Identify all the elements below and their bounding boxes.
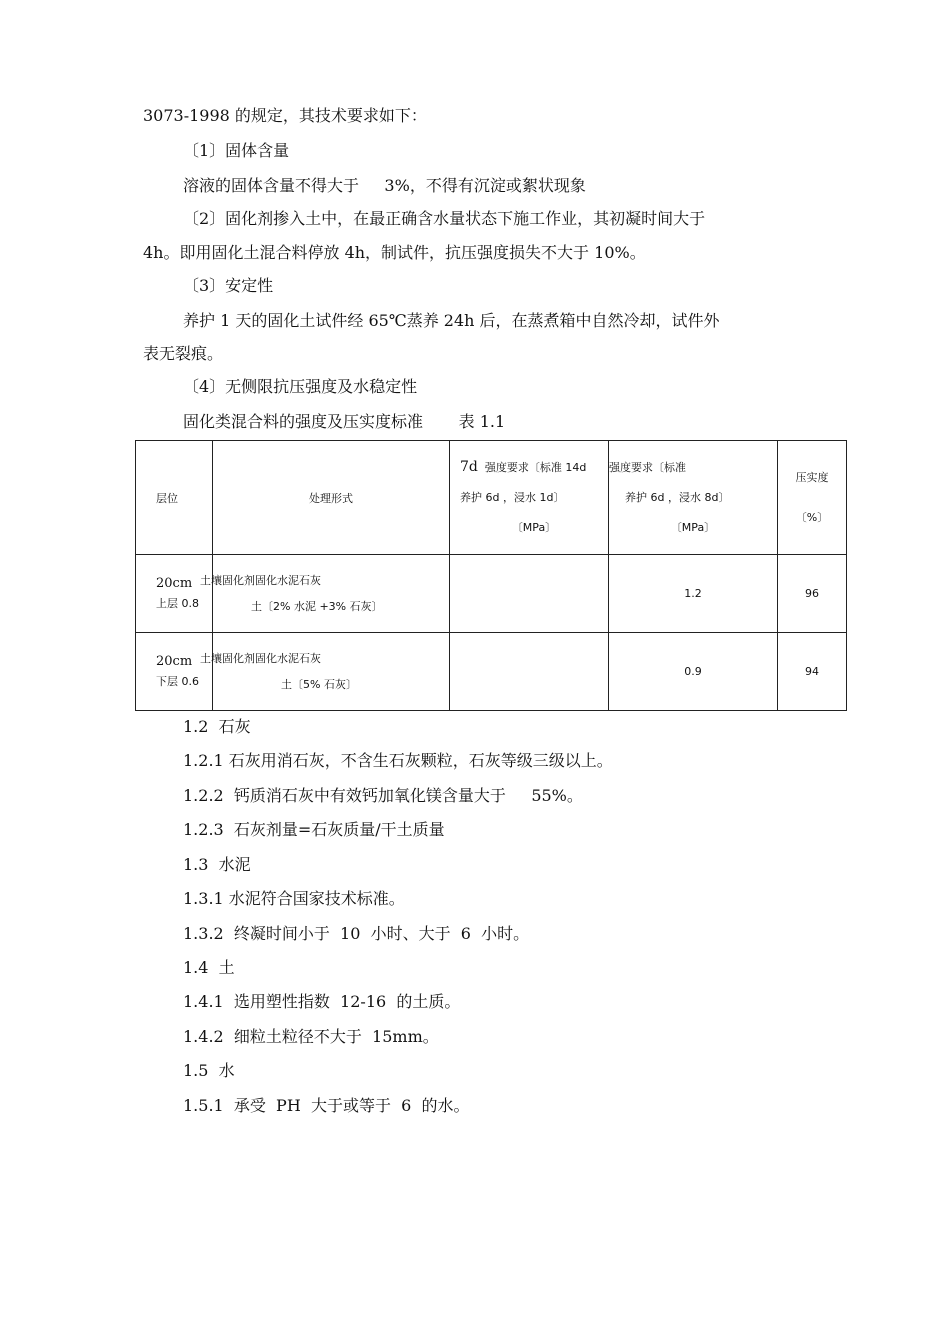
header-7d-d: 〔MPa〕 <box>511 521 557 534</box>
row-2-layer-a: 20cm <box>156 653 193 669</box>
row-1-compaction: 96 <box>778 555 847 633</box>
table-row <box>136 633 847 711</box>
row-1-layer-a: 20cm <box>156 575 193 591</box>
row-2-treatment-b: 土〔5% 石灰〕 <box>281 677 357 691</box>
row-2-layer-cell <box>136 633 213 711</box>
table-row <box>136 555 847 633</box>
section-1-5-1: 1.5.1 承受 PH 大于或等于 6 的水。 <box>183 1096 470 1115</box>
item-1-title: 〔1〕固体含量 <box>183 141 290 160</box>
header-strength-cell <box>609 441 778 555</box>
item-3-title: 〔3〕安定性 <box>183 276 274 295</box>
row-1-layer-b: 上层 0.8 <box>156 596 199 610</box>
header-compaction-a: 压实度 <box>795 470 829 484</box>
header-treatment: 处理形式 <box>309 491 353 505</box>
row-2-layer-b: 下层 0.6 <box>156 674 199 688</box>
row-1-strength: 1.2 <box>609 555 778 633</box>
row-1-treatment-cell <box>200 555 450 633</box>
header-strength-a: 强度要求〔标准 <box>609 460 686 474</box>
row-1-layer-cell <box>136 555 213 633</box>
header-7d-c: 养护 6d ，浸水 1d〕 <box>460 491 565 504</box>
section-1-2-3: 1.2.3 石灰剂量=石灰质量/干土质量 <box>183 820 445 839</box>
section-1-2: 1.2 石灰 <box>183 717 251 736</box>
intro-line: 3073-1998 的规定，其技术要求如下： <box>143 106 427 125</box>
section-1-2-2: 1.2.2 钙质消石灰中有效钙加氧化镁含量大于 55%。 <box>183 786 583 805</box>
spec-table <box>135 440 847 711</box>
header-7d-a: 7d <box>460 459 478 475</box>
item-2-line-1: 〔2〕固化剂掺入土中，在最正确含水量状态下施工作业，其初凝时间大于 <box>183 209 706 228</box>
item-1-body: 溶液的固体含量不得大于 3%，不得有沉淀或絮状现象 <box>183 176 586 195</box>
item-2-line-2: 4h。即用固化土混合料停放 4h，制试件，抗压强度损失不大于 10%。 <box>143 243 646 262</box>
row-1-treatment-a: 土壤固化剂固化水泥石灰 <box>200 573 321 587</box>
header-compaction-b: 〔%〕 <box>795 510 829 524</box>
row-1-treatment-b: 土〔2% 水泥 +3% 石灰〕 <box>251 599 383 613</box>
row-2-7d-cell <box>450 633 609 711</box>
section-1-4-2: 1.4.2 细粒土粒径不大于 15mm。 <box>183 1027 439 1046</box>
header-compaction-cell <box>778 441 847 555</box>
row-2-strength: 0.9 <box>609 633 778 711</box>
header-7d-cell <box>450 441 609 555</box>
section-1-4-1: 1.4.1 选用塑性指数 12-16 的土质。 <box>183 992 461 1011</box>
header-7d-b: 强度要求〔标准 14d <box>484 461 587 474</box>
header-layer-cell <box>136 441 213 555</box>
item-3-line-2: 表无裂痕。 <box>143 344 224 363</box>
row-2-treatment-a: 土壤固化剂固化水泥石灰 <box>200 651 321 665</box>
section-1-3-1: 1.3.1 水泥符合国家技术标准。 <box>183 889 405 908</box>
section-1-3-2: 1.3.2 终凝时间小于 10 小时、大于 6 小时。 <box>183 924 530 943</box>
row-2-compaction: 94 <box>778 633 847 711</box>
section-1-4: 1.4 土 <box>183 958 235 977</box>
header-strength-b: 养护 6d ，浸水 8d〕 <box>625 490 730 504</box>
header-layer: 层位 <box>156 491 178 505</box>
item-4-title: 〔4〕无侧限抗压强度及水稳定性 <box>183 377 418 396</box>
section-1-3: 1.3 水泥 <box>183 855 251 874</box>
section-1-2-1: 1.2.1 石灰用消石灰，不含生石灰颗粒，石灰等级三级以上。 <box>183 751 613 770</box>
item-3-line-1: 养护 1 天的固化土试件经 65℃蒸养 24h 后，在蒸煮箱中自然冷却，试件外 <box>183 311 720 330</box>
table-caption: 固化类混合料的强度及压实度标准 表 1.1 <box>183 412 506 431</box>
header-treatment-cell <box>213 441 450 555</box>
header-strength-c: 〔MPa〕 <box>670 520 716 534</box>
section-1-5: 1.5 水 <box>183 1061 235 1080</box>
table-header-row <box>136 441 847 555</box>
row-1-7d-cell <box>450 555 609 633</box>
row-2-treatment-cell <box>200 633 450 711</box>
